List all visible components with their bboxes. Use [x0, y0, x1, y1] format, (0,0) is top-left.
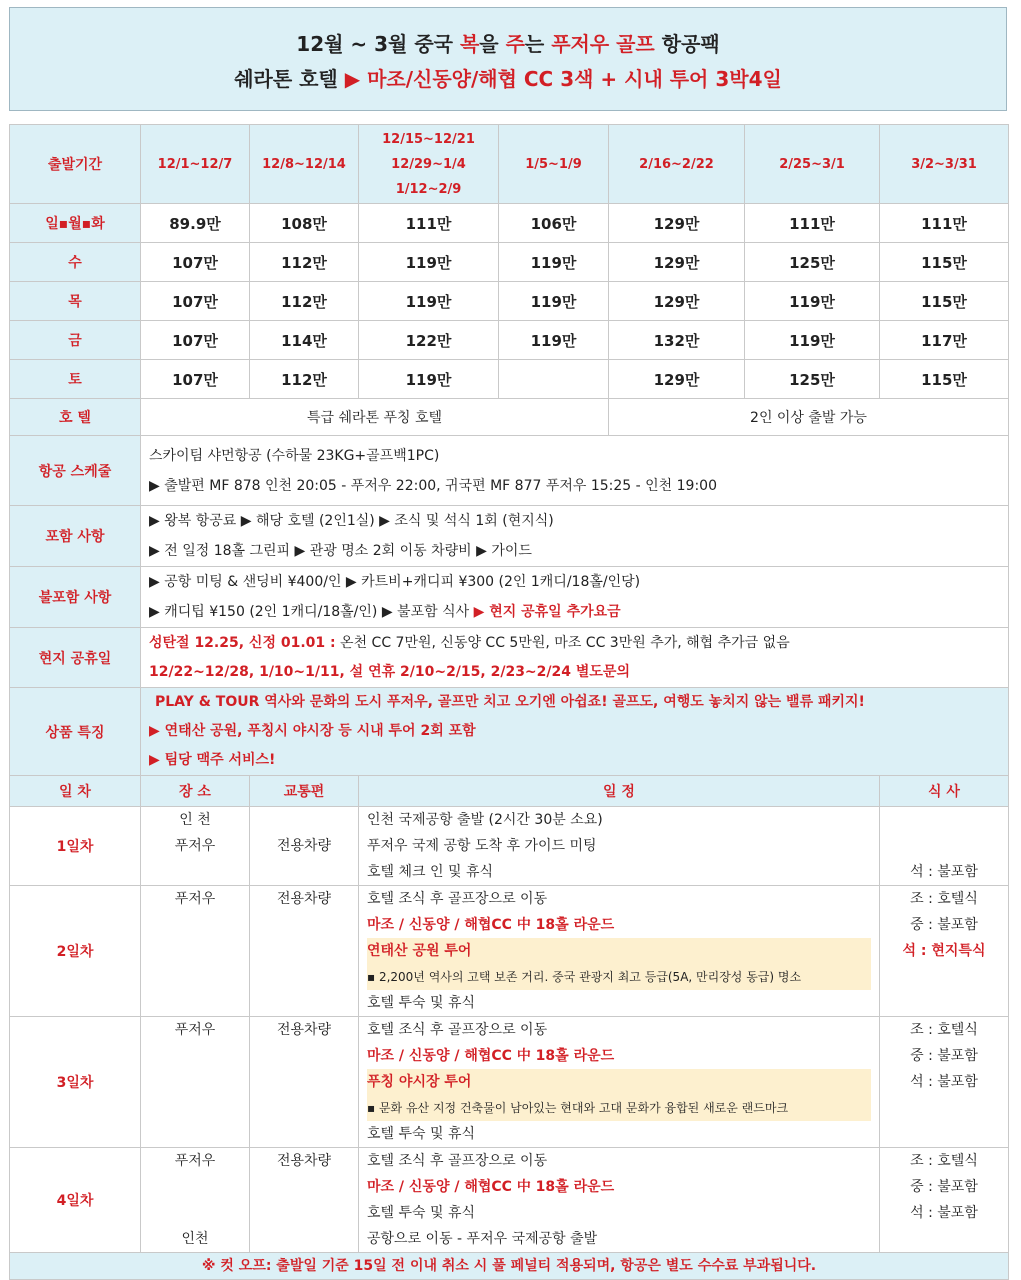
price-row — [10, 204, 1009, 243]
transport-name: 전용차량 — [276, 838, 332, 854]
price-cell: 112만 — [250, 360, 359, 399]
price-cell: 117만 — [880, 321, 1009, 360]
price-row — [10, 243, 1009, 282]
price-cell: 115만 — [880, 360, 1009, 399]
hotel-label: 호 텔 — [10, 399, 141, 436]
period-cell: 12/8~12/14 — [250, 125, 359, 204]
tour-highlight — [367, 1069, 871, 1121]
title-text: 을 — [479, 32, 506, 56]
features-line: PLAY & TOUR 역사와 문화의 도시 푸저우, 골프만 치고 오기엔 아쉽죠! 골프도, 여행도 놓치지 않는 밸류 패키지! — [155, 694, 865, 710]
schedule-table — [9, 124, 1009, 1280]
schedule-item: 호텔 투숙 및 휴식 — [367, 1205, 476, 1221]
price-cell: 111만 — [745, 204, 880, 243]
title-line-1 — [10, 32, 1006, 56]
itinerary-header: 식 사 — [880, 776, 1009, 807]
price-cell: 132만 — [609, 321, 745, 360]
price-row — [10, 360, 1009, 399]
period-subline: 12/15~12/21 — [382, 131, 475, 147]
price-cell — [499, 360, 609, 399]
price-cell: 111만 — [880, 204, 1009, 243]
day-label: 토 — [10, 360, 141, 399]
hotel-name: 특급 쉐라톤 푸칭 호텔 — [141, 399, 609, 436]
place-cell — [141, 807, 250, 886]
holiday-row — [10, 628, 1009, 688]
cutoff-notice: ※ 컷 오프: 출발일 기준 15일 전 이내 취소 시 풀 페널티 적용되며, 항공은 별도 수수료 부과됩니다. — [10, 1253, 1009, 1280]
day-label: 수 — [10, 243, 141, 282]
transport-cell — [250, 1017, 359, 1148]
schedule-cell — [359, 886, 880, 1017]
price-cell: 119만 — [745, 321, 880, 360]
itinerary-day-row — [10, 1017, 1009, 1148]
features-label: 상품 특징 — [10, 688, 141, 776]
price-cell: 129만 — [609, 204, 745, 243]
meal-cell — [880, 886, 1009, 1017]
hotel-row — [10, 399, 1009, 436]
period-cell: 2/25~3/1 — [745, 125, 880, 204]
excluded-text: ▶ 캐디팁 ¥150 (2인 1캐디/18홀/인) ▶ 불포함 식사 — [149, 604, 474, 620]
included-label: 포함 사항 — [10, 506, 141, 567]
day-label: 일▪월▪화 — [10, 204, 141, 243]
excluded-line: ▶ 공항 미팅 & 샌딩비 ¥400/인 ▶ 카트비+캐디피 ¥300 (2인 1캐디/18홀/인당) — [149, 574, 641, 590]
meal-item: 조 : 호텔식 — [910, 1153, 978, 1169]
transport-name: 전용차량 — [276, 1022, 332, 1038]
price-cell: 112만 — [250, 243, 359, 282]
tour-highlight — [367, 938, 871, 990]
title-text: 12월 ~ 3월 중국 — [296, 32, 460, 56]
flight-airline: 스카이팀 샤먼항공 (수하물 23KG+골프백1PC) — [149, 447, 440, 464]
holiday-label: 현지 공휴일 — [10, 628, 141, 688]
itinerary-day-row — [10, 807, 1009, 886]
schedule-item: 푸저우 국제 공항 도착 후 가이드 미팅 — [367, 838, 597, 854]
title-highlight: 푸저우 골프 — [551, 32, 655, 56]
place-name: 인 천 — [179, 812, 211, 828]
itinerary-header: 교통편 — [250, 776, 359, 807]
meal-item: 석 : 불포함 — [910, 1074, 978, 1090]
schedule-item: 공항으로 이동 - 푸저우 국제공항 출발 — [367, 1231, 598, 1247]
flight-label: 항공 스케줄 — [10, 436, 141, 506]
included-line: ▶ 왕복 항공료 ▶ 해당 호텔 (2인1실) ▶ 조식 및 석식 1회 (현지식) — [149, 513, 554, 529]
title-highlight: 주 — [505, 32, 525, 56]
schedule-cell — [359, 807, 880, 886]
period-cell: 2/16~2/22 — [609, 125, 745, 204]
holiday-line — [149, 629, 1008, 658]
excluded-info — [141, 567, 1009, 628]
features-info — [141, 688, 1009, 776]
meal-item: 중 : 불포함 — [910, 917, 978, 933]
period-subline: 12/29~1/4 — [391, 156, 466, 172]
price-cell: 107만 — [141, 321, 250, 360]
price-cell: 122만 — [359, 321, 499, 360]
transport-cell — [250, 807, 359, 886]
tour-name: 푸칭 야시장 투어 — [367, 1074, 472, 1090]
price-cell: 119만 — [359, 243, 499, 282]
price-cell: 119만 — [359, 360, 499, 399]
price-cell: 115만 — [880, 282, 1009, 321]
period-cell — [359, 125, 499, 204]
period-cell: 1/5~1/9 — [499, 125, 609, 204]
price-cell: 125만 — [745, 360, 880, 399]
title-highlight: 마조/신동양/해협 CC 3색 + 시내 투어 3박4일 — [360, 67, 782, 91]
features-line: ▶ 팀당 맥주 서비스! — [149, 752, 276, 768]
transport-cell — [250, 1148, 359, 1253]
price-cell: 106만 — [499, 204, 609, 243]
price-cell: 107만 — [141, 360, 250, 399]
day-number: 3일차 — [10, 1017, 141, 1148]
place-name: 인천 — [181, 1231, 209, 1247]
price-row — [10, 282, 1009, 321]
day-label: 금 — [10, 321, 141, 360]
period-subline: 1/12~2/9 — [395, 181, 462, 197]
price-cell: 125만 — [745, 243, 880, 282]
meal-item: 석 : 현지특식 — [902, 943, 986, 959]
tour-name: 연태산 공원 투어 — [367, 943, 472, 959]
flight-row — [10, 436, 1009, 506]
included-row — [10, 506, 1009, 567]
place-name: 푸저우 — [174, 838, 216, 854]
included-info — [141, 506, 1009, 567]
price-cell: 119만 — [499, 243, 609, 282]
schedule-item: 호텔 조식 후 골프장으로 이동 — [367, 1022, 548, 1038]
schedule-item: 호텔 조식 후 골프장으로 이동 — [367, 891, 548, 907]
period-label: 출발기간 — [10, 125, 141, 204]
title-text: 항공팩 — [654, 32, 720, 56]
transport-name: 전용차량 — [276, 1153, 332, 1169]
place-cell — [141, 886, 250, 1017]
day-label: 목 — [10, 282, 141, 321]
golf-round: 마조 / 신동양 / 해협CC 中 18홀 라운드 — [367, 1048, 615, 1064]
schedule-item: 호텔 조식 후 골프장으로 이동 — [367, 1153, 548, 1169]
itinerary-header: 일 차 — [10, 776, 141, 807]
price-cell: 115만 — [880, 243, 1009, 282]
flight-times: ▶ 출발편 MF 878 인천 20:05 - 푸저우 22:00, 귀국편 MF 877 푸저우 15:25 - 인천 19:00 — [149, 477, 717, 494]
golf-round: 마조 / 신동양 / 해협CC 中 18홀 라운드 — [367, 917, 615, 933]
price-cell: 119만 — [499, 321, 609, 360]
price-cell: 129만 — [609, 360, 745, 399]
price-cell: 119만 — [499, 282, 609, 321]
excluded-line — [149, 597, 1008, 627]
flight-info — [141, 436, 1009, 506]
holiday-line: 12/22~12/28, 1/10~1/11, 설 연휴 2/10~2/15, 2/23~2/24 별도문의 — [149, 663, 630, 680]
itinerary-day-row — [10, 886, 1009, 1017]
price-cell: 112만 — [250, 282, 359, 321]
day-number: 1일차 — [10, 807, 141, 886]
place-cell — [141, 1017, 250, 1148]
meal-item: 중 : 불포함 — [910, 1048, 978, 1064]
transport-name: 전용차량 — [276, 891, 332, 907]
hotel-min-pax: 2인 이상 출발 가능 — [609, 399, 1009, 436]
price-cell: 114만 — [250, 321, 359, 360]
meal-cell — [880, 1017, 1009, 1148]
price-cell: 107만 — [141, 282, 250, 321]
price-cell: 108만 — [250, 204, 359, 243]
meal-item: 석 : 불포함 — [910, 1205, 978, 1221]
period-cell: 3/2~3/31 — [880, 125, 1009, 204]
place-name: 푸저우 — [174, 1153, 216, 1169]
holiday-info — [141, 628, 1009, 688]
transport-cell — [250, 886, 359, 1017]
schedule-item: 호텔 투숙 및 휴식 — [367, 995, 476, 1011]
title-text: 쉐라톤 호텔 — [234, 67, 345, 91]
period-header-row — [10, 125, 1009, 204]
price-cell: 89.9만 — [141, 204, 250, 243]
excluded-label: 불포함 사항 — [10, 567, 141, 628]
period-cell: 12/1~12/7 — [141, 125, 250, 204]
golf-round: 마조 / 신동양 / 해협CC 中 18홀 라운드 — [367, 1179, 615, 1195]
price-cell: 129만 — [609, 282, 745, 321]
tour-note: ▪ 2,200년 역사의 고택 보존 거리. 중국 관광지 최고 등급(5A, 만리장성 동급) 명소 — [367, 970, 802, 984]
schedule-item: 호텔 투숙 및 휴식 — [367, 1126, 476, 1142]
place-cell — [141, 1148, 250, 1253]
day-number: 2일차 — [10, 886, 141, 1017]
arrow-icon: ▶ — [344, 67, 361, 91]
itinerary-day-row — [10, 1148, 1009, 1253]
meal-item: 조 : 호텔식 — [910, 1022, 978, 1038]
place-name: 푸저우 — [174, 891, 216, 907]
excluded-highlight: ▶ 현지 공휴일 추가요금 — [473, 604, 621, 620]
itinerary-header: 일 정 — [359, 776, 880, 807]
meal-cell — [880, 1148, 1009, 1253]
title-text: 는 — [524, 32, 552, 56]
price-row — [10, 321, 1009, 360]
itinerary-header: 장 소 — [141, 776, 250, 807]
price-cell: 129만 — [609, 243, 745, 282]
price-cell: 107만 — [141, 243, 250, 282]
title-banner — [9, 7, 1007, 111]
price-cell: 119만 — [359, 282, 499, 321]
features-row — [10, 688, 1009, 776]
excluded-row — [10, 567, 1009, 628]
holiday-surcharge: 온천 CC 7만원, 신동양 CC 5만원, 마조 CC 3만원 추가, 해협 추가금 없음 — [335, 634, 790, 651]
holiday-dates: 성탄절 12.25, 신정 01.01 : — [149, 634, 336, 651]
features-line: ▶ 연태산 공원, 푸칭시 야시장 등 시내 투어 2회 포함 — [149, 723, 476, 739]
title-highlight: 복 — [459, 32, 480, 56]
itinerary-header-row — [10, 776, 1009, 807]
meal-item: 석 : 불포함 — [910, 864, 978, 880]
meal-item: 조 : 호텔식 — [910, 891, 978, 907]
title-line-2 — [10, 67, 1006, 91]
schedule-item: 호텔 체크 인 및 휴식 — [367, 864, 493, 880]
meal-item: 중 : 불포함 — [910, 1179, 978, 1195]
schedule-item: 인천 국제공항 출발 (2시간 30분 소요) — [367, 812, 603, 828]
footer-row — [10, 1253, 1009, 1280]
schedule-cell — [359, 1148, 880, 1253]
tour-note: ▪ 문화 유산 지정 건축물이 남아있는 현대와 고대 문화가 융합된 새로운 랜드마크 — [367, 1101, 789, 1115]
included-line: ▶ 전 일정 18홀 그린피 ▶ 관광 명소 2회 이동 차량비 ▶ 가이드 — [149, 543, 532, 559]
price-cell: 111만 — [359, 204, 499, 243]
schedule-cell — [359, 1017, 880, 1148]
day-number: 4일차 — [10, 1148, 141, 1253]
meal-cell — [880, 807, 1009, 886]
price-cell: 119만 — [745, 282, 880, 321]
place-name: 푸저우 — [174, 1022, 216, 1038]
